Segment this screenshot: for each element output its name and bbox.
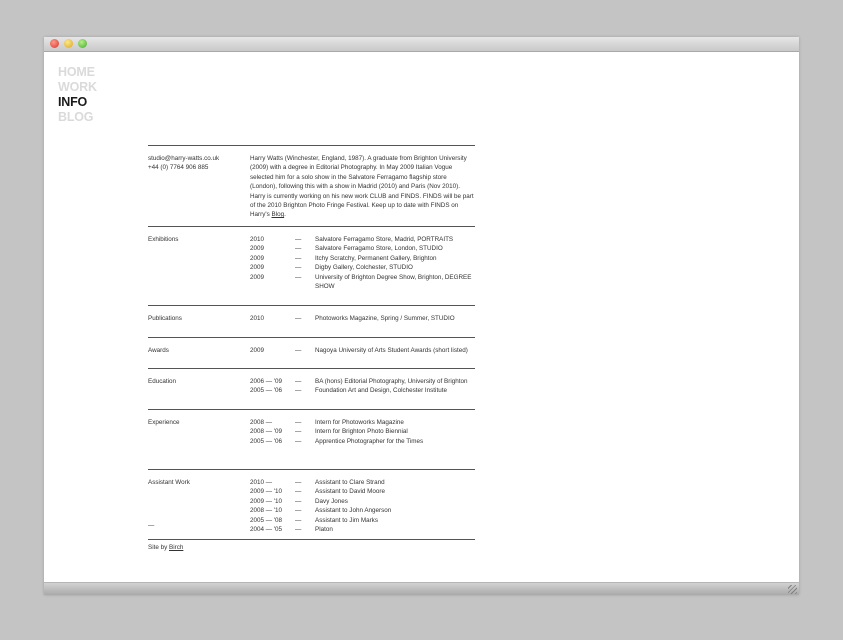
nav-home-link[interactable]: HOME	[58, 65, 95, 79]
entry-dash: —	[295, 264, 302, 272]
entry-description: Davy Jones	[315, 497, 348, 505]
cv-sections	[148, 226, 475, 540]
section-publications	[148, 306, 475, 337]
blog-link[interactable]: Blog	[271, 211, 285, 219]
cv-entry	[250, 377, 475, 386]
bio-end: .	[284, 211, 286, 219]
section-title: Awards	[148, 347, 169, 354]
entry-description: Salvatore Ferragamo Store, Madrid, PORTRAITS	[315, 236, 454, 243]
entry-years: 2010	[250, 236, 265, 243]
entry-years: 2009	[250, 245, 265, 253]
entry-years: 2009	[250, 273, 265, 281]
entry-dash: —	[295, 526, 302, 534]
entry-dash: —	[295, 497, 302, 505]
entry-description: Photoworks Magazine, Spring / Summer, STUDIO	[315, 315, 455, 322]
cv-entry	[250, 478, 475, 487]
entry-years: 2009	[250, 264, 265, 272]
entry-years: 2009 — '10	[250, 497, 283, 505]
entry-description: Salvatore Ferragamo Store, London, STUDIO	[315, 245, 443, 253]
entry-description: Assistant to Jim Marks	[315, 516, 378, 524]
cv-entry	[250, 254, 475, 263]
entry-years: 2006 — '09	[250, 378, 283, 385]
cv-entry	[250, 314, 475, 323]
nav-blog-link[interactable]: BLOG	[58, 110, 94, 124]
cv-entry	[250, 525, 475, 534]
cv-entry	[250, 346, 475, 355]
cv-entry	[250, 506, 475, 515]
entry-description: Digby Gallery, Colchester, STUDIO	[315, 264, 413, 272]
nav-work-link[interactable]: WORK	[58, 80, 97, 94]
status-bar	[44, 582, 799, 595]
cv-entry	[250, 487, 475, 496]
entry-dash: —	[295, 479, 302, 486]
end-dash: —	[148, 522, 155, 529]
entry-description: Apprentice Photographer for the Times	[315, 437, 424, 445]
section-rows	[250, 478, 475, 534]
entry-years: 2010	[250, 315, 265, 322]
cv-entry	[250, 516, 475, 525]
entry-years: 2005 — '06	[250, 437, 283, 445]
section-awards	[148, 338, 475, 368]
bio-text	[250, 154, 475, 220]
cv-entry	[250, 235, 475, 244]
section-rows	[250, 314, 475, 323]
section-rows	[250, 418, 475, 446]
cv-entry	[250, 418, 475, 427]
cv-entry	[250, 497, 475, 506]
section-title: Exhibitions	[148, 236, 179, 243]
section-assistant-work	[148, 470, 475, 539]
entry-dash: —	[295, 437, 302, 445]
entry-dash: —	[295, 273, 302, 281]
entry-dash: —	[295, 387, 302, 395]
nav-info-link[interactable]: INFO	[58, 95, 88, 109]
entry-dash: —	[295, 236, 302, 243]
entry-years: 2008 — '10	[250, 507, 283, 515]
entry-dash: —	[295, 428, 302, 436]
entry-years: 2009	[250, 347, 265, 354]
contact-block	[148, 154, 219, 173]
section-title: Experience	[148, 419, 180, 426]
cv-entry	[250, 273, 475, 292]
divider	[148, 539, 475, 540]
entry-description: Intern for Photoworks Magazine	[315, 419, 404, 426]
entry-description: Platon	[315, 526, 333, 534]
section-title: Publications	[148, 315, 182, 322]
entry-description: Nagoya University of Arts Student Awards (short listed)	[315, 347, 468, 354]
section-title: Assistant Work	[148, 479, 190, 486]
close-window-icon[interactable]	[50, 39, 59, 48]
section-exhibitions	[148, 227, 475, 305]
entry-dash: —	[295, 488, 302, 496]
cv-entry	[250, 386, 475, 395]
entry-dash: —	[295, 245, 302, 253]
section-rows	[250, 346, 475, 355]
site-credit	[148, 543, 183, 552]
entry-description: University of Brighton Degree Show, Brighton, DEGREE SHOW	[315, 273, 472, 291]
entry-years: 2009 — '10	[250, 488, 283, 496]
entry-dash: —	[295, 347, 302, 354]
cv-entry	[250, 244, 475, 253]
entry-description: Intern for Brighton Photo Biennial	[315, 428, 408, 436]
entry-description: Assistant to Clare Strand	[315, 479, 385, 486]
entry-years: 2005 — '08	[250, 516, 283, 524]
entry-years: 2009	[250, 254, 265, 262]
section-education	[148, 369, 475, 409]
intro-block	[148, 146, 475, 226]
entry-description: Itchy Scratchy, Permanent Gallery, Brighton	[315, 254, 437, 262]
entry-description: Assistant to John Angerson	[315, 507, 392, 515]
main-nav	[58, 65, 97, 125]
entry-years: 2005 — '06	[250, 387, 283, 395]
entry-description: Assistant to David Moore	[315, 488, 385, 496]
phone-number: +44 (0) 7764 906 885	[148, 164, 209, 172]
section-title: Education	[148, 378, 177, 385]
entry-years: 2010 —	[250, 479, 273, 486]
section-rows	[250, 377, 475, 396]
cv-entry	[250, 263, 475, 272]
entry-description: BA (hons) Editorial Photography, University of Brighton	[315, 378, 468, 385]
entry-years: 2004 — '05	[250, 526, 283, 534]
browser-window	[44, 37, 799, 595]
resize-grip-icon[interactable]	[788, 585, 797, 594]
entry-dash: —	[295, 507, 302, 515]
bio-body: Harry Watts (Winchester, England, 1987). A graduate from Brighton University (2009) with a degree in Editorial Photography. In May 2009 Italian Vogue selected him for a solo show in the Salvatore Ferragamo flagship store (London), following this with a show in Madrid (2010) and Paris (Nov 2010). Harry is currently working on his new work CLUB and FINDS. FINDS will be part of the 2010 Brighton Photo Fringe Festival. Keep up to date with FINDS on Harry's	[250, 155, 474, 219]
minimize-window-icon[interactable]	[64, 39, 73, 48]
email-address: studio@harry-watts.co.uk	[148, 155, 220, 162]
entry-dash: —	[295, 254, 302, 262]
entry-description: Foundation Art and Design, Colchester Institute	[315, 387, 447, 395]
section-rows	[250, 235, 475, 291]
entry-dash: —	[295, 516, 302, 524]
cv-entry	[250, 437, 475, 446]
section-experience	[148, 410, 475, 469]
title-bar	[44, 37, 799, 52]
entry-dash: —	[295, 378, 302, 385]
info-content	[148, 145, 475, 551]
entry-years: 2008 —	[250, 419, 273, 426]
entry-years: 2008 — '09	[250, 428, 283, 436]
zoom-window-icon[interactable]	[78, 39, 87, 48]
cv-entry	[250, 427, 475, 436]
site-credit-prefix: Site by	[148, 544, 169, 551]
entry-dash: —	[295, 419, 302, 426]
entry-dash: —	[295, 315, 302, 322]
birch-link[interactable]: Birch	[169, 544, 184, 551]
